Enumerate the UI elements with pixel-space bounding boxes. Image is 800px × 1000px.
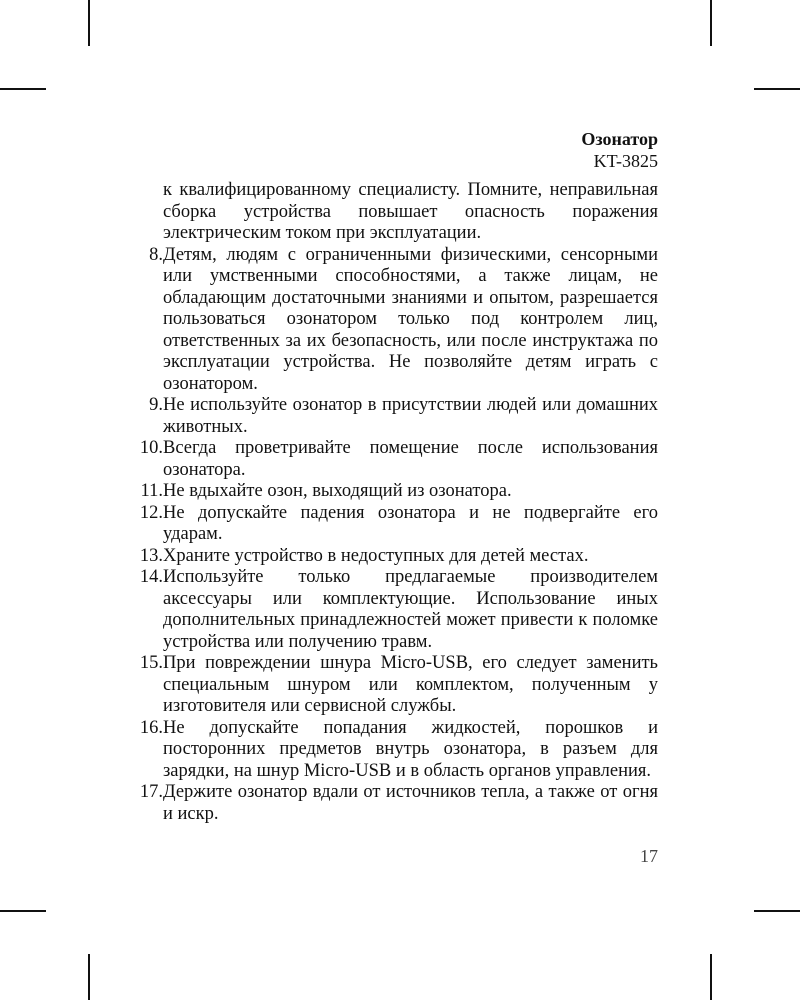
item-number: 8. xyxy=(149,244,163,265)
item-number: 12. xyxy=(139,502,163,523)
item-number: 9. xyxy=(149,395,163,415)
item-number: 17. xyxy=(139,782,163,802)
page-header xyxy=(581,128,658,172)
item-number: 15. xyxy=(139,653,163,673)
item-text: Держите озонатор вдали от источников тепла, а также от огня и искр. xyxy=(163,782,658,824)
list-item xyxy=(130,546,658,568)
item-text: Не допускайте падения озонатора и не подвергайте его ударам. xyxy=(163,502,658,544)
list-item xyxy=(130,718,658,783)
crop-mark-top-right xyxy=(710,0,712,46)
page-number: 17 xyxy=(640,846,658,866)
crop-mark-left-top xyxy=(0,88,46,90)
crop-mark-right-bottom xyxy=(754,910,800,912)
crop-mark-top-left xyxy=(88,0,90,46)
crop-mark-bottom-left xyxy=(88,954,90,1000)
item-text: При повреждении шнура Micro-USB, его следует заменить специальным шнуром или комплектом, полученным у изготовителя или сервисной службы. xyxy=(163,653,658,716)
list-item xyxy=(130,481,658,503)
list-item xyxy=(130,503,658,546)
list-item xyxy=(130,245,658,396)
crop-mark-left-bottom xyxy=(0,910,46,912)
list-item xyxy=(130,653,658,718)
instructions-list xyxy=(130,180,658,825)
header-model: KT-3825 xyxy=(593,151,658,171)
item-text: Всегда проветривайте помещение после использования озонатора. xyxy=(163,438,658,480)
item-number: 14. xyxy=(139,567,163,587)
item-text: Не вдыхайте озон, выходящий из озонатора. xyxy=(163,481,512,501)
continuation-paragraph: к квалифицированному специалисту. Помните, неправильная сборка устройства повышает опасность поражения электрическим током при эксплуатации. xyxy=(163,180,658,243)
crop-mark-right-top xyxy=(754,88,800,90)
header-title: Озонатор xyxy=(581,129,658,149)
item-number: 10. xyxy=(139,438,163,458)
item-text: Детям, людям с ограниченными физическими, сенсорными или умственными способностями, а также лицам, не обладающим достаточными знаниями и опытом, разрешается пользоваться озонатором только под контролем лиц, ответственных за их безопасность, или после инструктажа по эксплуатации устройства. Не позволяйте детям играть с озонатором. xyxy=(163,244,658,394)
item-text: Не допускайте попадания жидкостей, порошков и посторонних предметов внутрь озонатора, в разъем для зарядки, на шнур Micro-USB и в область органов управления. xyxy=(163,717,658,781)
list-item xyxy=(130,395,658,438)
list-item xyxy=(130,567,658,653)
item-number: 16. xyxy=(139,717,163,738)
item-text: Используйте только предлагаемые производителем аксессуары или комплектующие. Использование иных дополнительных принадлежностей может привести к поломке устройства или получению травм. xyxy=(163,567,658,652)
item-text: Храните устройство в недоступных для детей местах. xyxy=(163,545,589,566)
item-number: 11. xyxy=(140,481,163,501)
list-item xyxy=(130,782,658,825)
item-text: Не используйте озонатор в присутствии людей или домашних животных. xyxy=(163,395,658,437)
list-item xyxy=(130,438,658,481)
item-number: 13. xyxy=(139,545,163,566)
crop-mark-bottom-right xyxy=(710,954,712,1000)
